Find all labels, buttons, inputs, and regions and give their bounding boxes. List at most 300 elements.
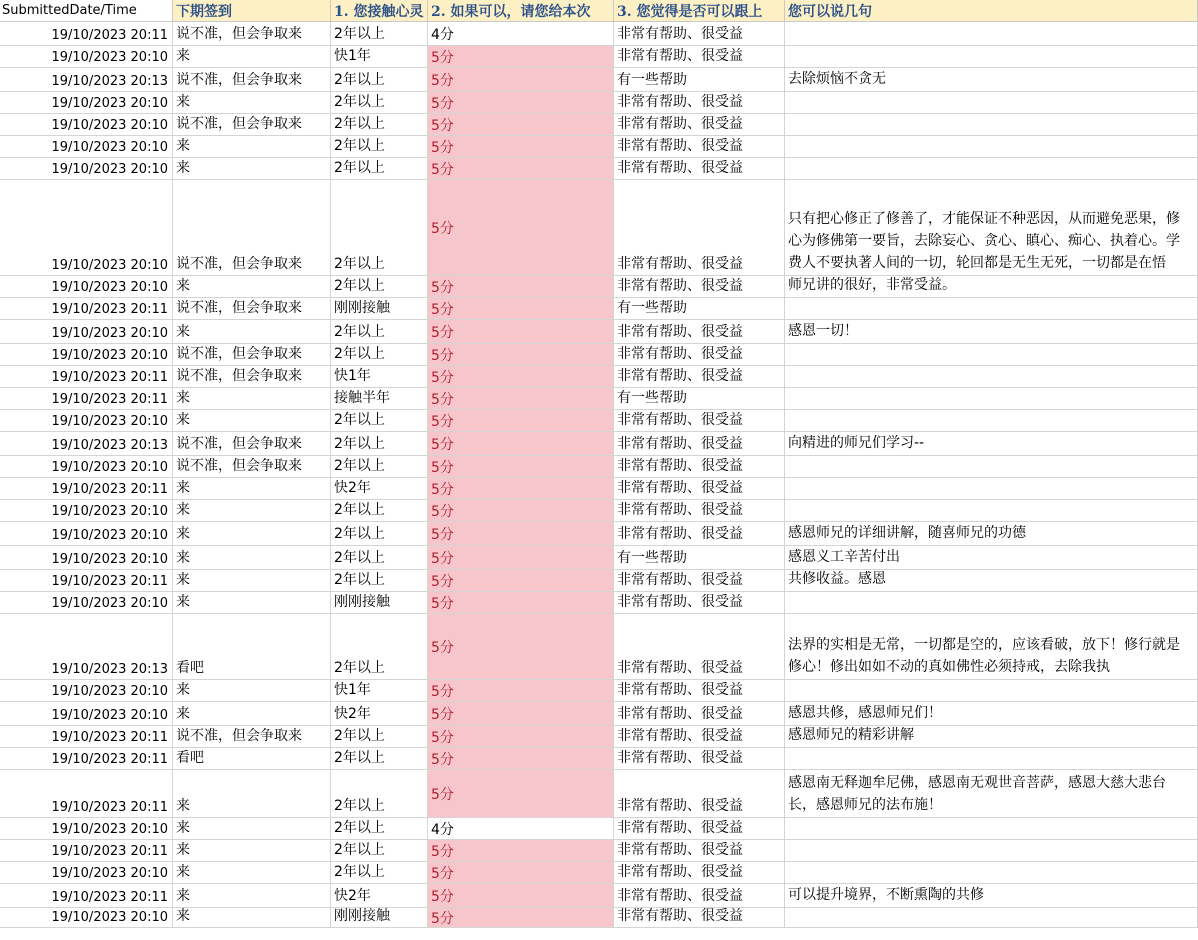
submitted-date-cell[interactable]	[0, 320, 173, 344]
submitted-date-cell[interactable]	[0, 592, 173, 614]
follow-cell-text: 有一些帮助	[617, 390, 687, 406]
follow-cell[interactable]	[614, 22, 785, 46]
attend-cell[interactable]	[173, 702, 331, 726]
comment-cell[interactable]	[785, 432, 1198, 456]
score-cell-text: 5分	[431, 550, 454, 567]
submitted-date-cell[interactable]	[0, 614, 173, 680]
submitted-date-cell-text: 19/10/2023 20:11	[51, 370, 168, 385]
attend-cell[interactable]	[173, 840, 331, 862]
score-cell[interactable]	[428, 818, 614, 840]
attend-cell[interactable]	[173, 344, 331, 366]
score-cell-text: 5分	[431, 459, 454, 476]
header-duration[interactable]: 1. 您接触心灵	[331, 0, 428, 22]
follow-cell-text: 非常有帮助、很受益	[617, 660, 743, 676]
follow-cell[interactable]	[614, 388, 785, 410]
follow-cell[interactable]	[614, 770, 785, 818]
submitted-date-cell[interactable]	[0, 410, 173, 432]
attend-cell-text: 来	[176, 502, 190, 518]
comment-cell[interactable]	[785, 522, 1198, 546]
duration-cell[interactable]	[331, 748, 428, 770]
duration-cell[interactable]	[331, 46, 428, 68]
score-cell-text: 5分	[431, 888, 454, 905]
attend-cell[interactable]	[173, 410, 331, 432]
duration-cell[interactable]	[331, 592, 428, 614]
score-cell[interactable]	[428, 614, 614, 680]
follow-cell-text: 有一些帮助	[617, 72, 687, 88]
follow-cell[interactable]	[614, 592, 785, 614]
comment-cell[interactable]	[785, 410, 1198, 432]
submitted-date-cell-text: 19/10/2023 20:10	[51, 504, 168, 519]
score-cell[interactable]	[428, 500, 614, 522]
follow-cell-text: 非常有帮助、很受益	[617, 888, 743, 904]
comment-cell[interactable]	[785, 388, 1198, 410]
comment-cell[interactable]	[785, 908, 1198, 928]
attend-cell[interactable]	[173, 862, 331, 884]
duration-cell[interactable]	[331, 818, 428, 840]
score-cell[interactable]	[428, 136, 614, 158]
follow-cell[interactable]	[614, 726, 785, 748]
follow-cell-text: 非常有帮助、很受益	[617, 820, 743, 836]
comment-cell[interactable]	[785, 46, 1198, 68]
duration-cell[interactable]	[331, 840, 428, 862]
follow-cell[interactable]	[614, 570, 785, 592]
attend-cell-text: 来	[176, 278, 190, 294]
comment-cell-text: 感恩师兄的详细讲解，随喜师兄的功德	[788, 525, 1026, 541]
header-comment[interactable]: 您可以说几句	[785, 0, 1198, 22]
submitted-date-cell-text: 19/10/2023 20:11	[51, 482, 168, 497]
attend-cell[interactable]	[173, 158, 331, 180]
duration-cell[interactable]	[331, 570, 428, 592]
score-cell[interactable]	[428, 840, 614, 862]
duration-cell[interactable]	[331, 320, 428, 344]
follow-cell[interactable]	[614, 46, 785, 68]
duration-cell[interactable]	[331, 276, 428, 298]
comment-cell[interactable]	[785, 276, 1198, 298]
attend-cell[interactable]	[173, 522, 331, 546]
submitted-date-cell[interactable]	[0, 818, 173, 840]
attend-cell[interactable]	[173, 592, 331, 614]
score-cell[interactable]	[428, 570, 614, 592]
submitted-date-cell-text: 19/10/2023 20:13	[51, 662, 168, 677]
attend-cell[interactable]	[173, 456, 331, 478]
submitted-date-cell[interactable]	[0, 344, 173, 366]
submitted-date-cell[interactable]	[0, 92, 173, 114]
score-cell[interactable]	[428, 748, 614, 770]
attend-cell[interactable]	[173, 298, 331, 320]
comment-cell-text: 感恩共修，感恩师兄们！	[788, 705, 942, 721]
duration-cell[interactable]	[331, 410, 428, 432]
attend-cell[interactable]	[173, 366, 331, 388]
attend-cell-text: 来	[176, 94, 190, 110]
score-cell[interactable]	[428, 320, 614, 344]
submitted-date-cell[interactable]	[0, 158, 173, 180]
comment-cell[interactable]	[785, 478, 1198, 500]
submitted-date-cell[interactable]	[0, 276, 173, 298]
score-cell[interactable]	[428, 344, 614, 366]
duration-cell[interactable]	[331, 522, 428, 546]
follow-cell[interactable]	[614, 818, 785, 840]
follow-cell[interactable]	[614, 522, 785, 546]
comment-cell[interactable]	[785, 320, 1198, 344]
duration-cell[interactable]	[331, 770, 428, 818]
score-cell-text: 4分	[431, 821, 454, 838]
submitted-date-cell[interactable]	[0, 478, 173, 500]
score-cell[interactable]	[428, 276, 614, 298]
submitted-date-cell[interactable]	[0, 366, 173, 388]
follow-cell-text: 非常有帮助、很受益	[617, 594, 743, 610]
follow-cell-text: 非常有帮助、很受益	[617, 706, 743, 722]
follow-cell-text: 非常有帮助、很受益	[617, 526, 743, 542]
follow-cell-text: 非常有帮助、很受益	[617, 94, 743, 110]
submitted-date-cell[interactable]	[0, 908, 173, 928]
submitted-date-cell[interactable]	[0, 136, 173, 158]
submitted-date-cell-text: 19/10/2023 20:11	[51, 890, 168, 905]
score-cell-text: 5分	[431, 595, 454, 612]
comment-cell[interactable]	[785, 702, 1198, 726]
submitted-date-cell[interactable]	[0, 46, 173, 68]
duration-cell-text: 快2年	[334, 480, 371, 496]
duration-cell[interactable]	[331, 180, 428, 276]
score-cell-text: 5分	[431, 139, 454, 156]
attend-cell[interactable]	[173, 884, 331, 908]
submitted-date-cell[interactable]	[0, 432, 173, 456]
attend-cell[interactable]	[173, 276, 331, 298]
comment-cell[interactable]	[785, 22, 1198, 46]
comment-cell[interactable]	[785, 114, 1198, 136]
score-cell[interactable]	[428, 22, 614, 46]
follow-cell-text: 非常有帮助、很受益	[617, 256, 743, 272]
duration-cell-text: 刚刚接触	[334, 908, 390, 924]
score-cell[interactable]	[428, 726, 614, 748]
duration-cell[interactable]	[331, 614, 428, 680]
score-cell[interactable]	[428, 366, 614, 388]
score-cell[interactable]	[428, 456, 614, 478]
duration-cell[interactable]	[331, 22, 428, 46]
follow-cell-text: 非常有帮助、很受益	[617, 572, 743, 588]
submitted-date-cell[interactable]	[0, 884, 173, 908]
header-follow[interactable]: 3. 您觉得是否可以跟上	[614, 0, 785, 22]
attend-cell[interactable]	[173, 726, 331, 748]
follow-cell[interactable]	[614, 136, 785, 158]
score-cell-text: 5分	[431, 391, 454, 408]
score-cell-text: 5分	[431, 72, 454, 89]
follow-cell[interactable]	[614, 432, 785, 456]
follow-cell-text: 有一些帮助	[617, 550, 687, 566]
submitted-date-cell-text: 19/10/2023 20:10	[51, 162, 168, 177]
submitted-date-cell-text: 19/10/2023 20:10	[51, 822, 168, 837]
duration-cell[interactable]	[331, 702, 428, 726]
submitted-date-cell[interactable]	[0, 500, 173, 522]
header-attend[interactable]: 下期签到	[173, 0, 331, 22]
submitted-date-cell[interactable]	[0, 388, 173, 410]
score-cell[interactable]	[428, 180, 614, 276]
follow-cell[interactable]	[614, 908, 785, 928]
duration-cell[interactable]	[331, 136, 428, 158]
duration-cell[interactable]	[331, 92, 428, 114]
submitted-date-cell[interactable]	[0, 522, 173, 546]
comment-cell[interactable]	[785, 726, 1198, 748]
comment-cell[interactable]	[785, 92, 1198, 114]
follow-cell-text: 非常有帮助、很受益	[617, 458, 743, 474]
score-cell-text: 5分	[431, 324, 454, 341]
follow-cell[interactable]	[614, 298, 785, 320]
duration-cell-text: 2年以上	[334, 820, 385, 836]
attend-cell[interactable]	[173, 908, 331, 928]
attend-cell[interactable]	[173, 432, 331, 456]
submitted-date-cell[interactable]	[0, 726, 173, 748]
score-cell[interactable]	[428, 592, 614, 614]
submitted-date-cell[interactable]	[0, 702, 173, 726]
duration-cell[interactable]	[331, 862, 428, 884]
follow-cell-text: 非常有帮助、很受益	[617, 278, 743, 294]
duration-cell[interactable]	[331, 432, 428, 456]
follow-cell-text: 非常有帮助、很受益	[617, 436, 743, 452]
submitted-date-cell[interactable]	[0, 680, 173, 702]
attend-cell-text: 看吧	[176, 660, 204, 676]
comment-cell-text: 感恩南无释迦牟尼佛，感恩南无观世音菩萨，感恩大慈大悲台长，感恩师兄的法布施！	[788, 775, 1166, 813]
duration-cell-text: 2年以上	[334, 436, 385, 452]
submitted-date-cell-text: 19/10/2023 20:11	[51, 392, 168, 407]
attend-cell-text: 说不准，但会争取来	[176, 368, 302, 384]
attend-cell[interactable]	[173, 478, 331, 500]
comment-cell[interactable]	[785, 748, 1198, 770]
score-cell[interactable]	[428, 432, 614, 456]
duration-cell-text: 快2年	[334, 706, 371, 722]
comment-cell[interactable]	[785, 180, 1198, 276]
score-cell[interactable]	[428, 908, 614, 928]
follow-cell[interactable]	[614, 546, 785, 570]
duration-cell[interactable]	[331, 366, 428, 388]
header-submitted-date[interactable]: SubmittedDate/Time	[0, 0, 173, 22]
score-cell[interactable]	[428, 702, 614, 726]
attend-cell-text: 来	[176, 480, 190, 496]
comment-cell[interactable]	[785, 570, 1198, 592]
comment-cell[interactable]	[785, 818, 1198, 840]
comment-cell[interactable]	[785, 366, 1198, 388]
follow-cell-text: 非常有帮助、很受益	[617, 864, 743, 880]
duration-cell[interactable]	[331, 908, 428, 928]
submitted-date-cell-text: 19/10/2023 20:13	[51, 74, 168, 89]
attend-cell-text: 看吧	[176, 750, 204, 766]
attend-cell[interactable]	[173, 114, 331, 136]
attend-cell[interactable]	[173, 818, 331, 840]
follow-cell[interactable]	[614, 702, 785, 726]
comment-cell-text: 只有把心修正了修善了，才能保证不种恶因，从而避免恶果，修心为修佛第一要旨，去除妄心、贪心、瞋心、痴心、执着心。学费人不要执著人间的一切，轮回都是无生无死，一切都是在悟	[788, 211, 1180, 271]
follow-cell[interactable]	[614, 68, 785, 92]
comment-cell[interactable]	[785, 884, 1198, 908]
comment-cell[interactable]	[785, 862, 1198, 884]
follow-cell[interactable]	[614, 366, 785, 388]
duration-cell-text: 2年以上	[334, 660, 385, 676]
score-cell[interactable]	[428, 884, 614, 908]
comment-cell[interactable]	[785, 500, 1198, 522]
duration-cell-text: 2年以上	[334, 750, 385, 766]
submitted-date-cell[interactable]	[0, 862, 173, 884]
submitted-date-cell[interactable]	[0, 456, 173, 478]
score-cell[interactable]	[428, 478, 614, 500]
score-cell-text: 5分	[431, 347, 454, 364]
comment-cell-text: 去除烦恼不贪无	[788, 71, 886, 87]
duration-cell-text: 2年以上	[334, 864, 385, 880]
attend-cell-text: 说不准，但会争取来	[176, 26, 302, 42]
submitted-date-cell[interactable]	[0, 180, 173, 276]
attend-cell[interactable]	[173, 500, 331, 522]
submitted-date-cell-text: 19/10/2023 20:10	[51, 552, 168, 567]
score-cell-text: 5分	[431, 573, 454, 590]
duration-cell-text: 2年以上	[334, 278, 385, 294]
score-cell[interactable]	[428, 410, 614, 432]
follow-cell-text: 有一些帮助	[617, 300, 687, 316]
attend-cell-text: 来	[176, 682, 190, 698]
submitted-date-cell[interactable]	[0, 570, 173, 592]
attend-cell[interactable]	[173, 748, 331, 770]
duration-cell[interactable]	[331, 388, 428, 410]
follow-cell[interactable]	[614, 614, 785, 680]
score-cell-text: 5分	[431, 49, 454, 66]
comment-cell[interactable]	[785, 344, 1198, 366]
attend-cell[interactable]	[173, 320, 331, 344]
score-cell[interactable]	[428, 68, 614, 92]
comment-cell[interactable]	[785, 546, 1198, 570]
score-cell[interactable]	[428, 114, 614, 136]
attend-cell[interactable]	[173, 68, 331, 92]
follow-cell[interactable]	[614, 884, 785, 908]
duration-cell-text: 2年以上	[334, 324, 385, 340]
attend-cell[interactable]	[173, 570, 331, 592]
attend-cell[interactable]	[173, 136, 331, 158]
submitted-date-cell[interactable]	[0, 298, 173, 320]
comment-cell[interactable]	[785, 298, 1198, 320]
submitted-date-cell-text: 19/10/2023 20:11	[51, 730, 168, 745]
attend-cell[interactable]	[173, 680, 331, 702]
score-cell[interactable]	[428, 158, 614, 180]
score-cell[interactable]	[428, 770, 614, 818]
follow-cell[interactable]	[614, 456, 785, 478]
duration-cell[interactable]	[331, 500, 428, 522]
score-cell[interactable]	[428, 862, 614, 884]
score-cell[interactable]	[428, 680, 614, 702]
follow-cell[interactable]	[614, 478, 785, 500]
duration-cell[interactable]	[331, 344, 428, 366]
attend-cell[interactable]	[173, 180, 331, 276]
submitted-date-cell-text: 19/10/2023 20:13	[51, 438, 168, 453]
attend-cell[interactable]	[173, 614, 331, 680]
follow-cell-text: 非常有帮助、很受益	[617, 798, 743, 814]
attend-cell[interactable]	[173, 546, 331, 570]
submitted-date-cell-text: 19/10/2023 20:10	[51, 684, 168, 699]
attend-cell[interactable]	[173, 770, 331, 818]
attend-cell[interactable]	[173, 388, 331, 410]
attend-cell[interactable]	[173, 22, 331, 46]
follow-cell[interactable]	[614, 276, 785, 298]
follow-cell[interactable]	[614, 180, 785, 276]
submitted-date-cell-text: 19/10/2023 20:10	[51, 866, 168, 881]
score-cell[interactable]	[428, 46, 614, 68]
submitted-date-cell[interactable]	[0, 770, 173, 818]
duration-cell[interactable]	[331, 158, 428, 180]
attend-cell-text: 来	[176, 706, 190, 722]
follow-cell[interactable]	[614, 500, 785, 522]
score-cell[interactable]	[428, 298, 614, 320]
comment-cell[interactable]	[785, 136, 1198, 158]
submitted-date-cell[interactable]	[0, 840, 173, 862]
comment-cell[interactable]	[785, 592, 1198, 614]
header-score[interactable]: 2. 如果可以，请您给本次	[428, 0, 614, 22]
comment-cell[interactable]	[785, 158, 1198, 180]
comment-cell-text: 法界的实相是无常，一切都是空的，应该看破，放下！修行就是修心！修出如如不动的真如佛性必须持戒，去除我执	[788, 637, 1180, 675]
score-cell[interactable]	[428, 546, 614, 570]
duration-cell[interactable]	[331, 68, 428, 92]
attend-cell[interactable]	[173, 92, 331, 114]
duration-cell-text: 快1年	[334, 368, 371, 384]
duration-cell[interactable]	[331, 456, 428, 478]
attend-cell-text: 来	[176, 48, 190, 64]
duration-cell[interactable]	[331, 546, 428, 570]
attend-cell-text: 来	[176, 390, 190, 406]
attend-cell-text: 来	[176, 864, 190, 880]
follow-cell[interactable]	[614, 862, 785, 884]
duration-cell[interactable]	[331, 680, 428, 702]
score-cell[interactable]	[428, 388, 614, 410]
duration-cell[interactable]	[331, 884, 428, 908]
comment-cell[interactable]	[785, 770, 1198, 818]
submitted-date-cell-text: 19/10/2023 20:10	[51, 414, 168, 429]
attend-cell-text: 来	[176, 324, 190, 340]
follow-cell[interactable]	[614, 158, 785, 180]
duration-cell-text: 2年以上	[334, 138, 385, 154]
follow-cell[interactable]	[614, 92, 785, 114]
follow-cell-text: 非常有帮助、很受益	[617, 502, 743, 518]
duration-cell[interactable]	[331, 478, 428, 500]
submitted-date-cell-text: 19/10/2023 20:10	[51, 596, 168, 611]
attend-cell-text: 来	[176, 908, 190, 924]
duration-cell-text: 快2年	[334, 888, 371, 904]
comment-cell[interactable]	[785, 614, 1198, 680]
score-cell[interactable]	[428, 522, 614, 546]
follow-cell[interactable]	[614, 410, 785, 432]
duration-cell-text: 2年以上	[334, 728, 385, 744]
score-cell[interactable]	[428, 92, 614, 114]
comment-cell-text: 向精进的师兄们学习--	[788, 435, 925, 451]
duration-cell[interactable]	[331, 114, 428, 136]
submitted-date-cell[interactable]	[0, 546, 173, 570]
score-cell-text: 5分	[431, 910, 454, 927]
comment-cell[interactable]	[785, 680, 1198, 702]
comment-cell-text: 感恩义工辛苦付出	[788, 549, 900, 565]
comment-cell[interactable]	[785, 68, 1198, 92]
submitted-date-cell[interactable]	[0, 22, 173, 46]
submitted-date-cell[interactable]	[0, 114, 173, 136]
follow-cell[interactable]	[614, 114, 785, 136]
follow-cell[interactable]	[614, 320, 785, 344]
submitted-date-cell[interactable]	[0, 748, 173, 770]
submitted-date-cell[interactable]	[0, 68, 173, 92]
comment-cell-text: 可以提升境界，不断熏陶的共修	[788, 887, 984, 903]
follow-cell[interactable]	[614, 840, 785, 862]
follow-cell[interactable]	[614, 748, 785, 770]
follow-cell-text: 非常有帮助、很受益	[617, 26, 743, 42]
follow-cell[interactable]	[614, 344, 785, 366]
duration-cell[interactable]	[331, 298, 428, 320]
follow-cell-text: 非常有帮助、很受益	[617, 138, 743, 154]
follow-cell[interactable]	[614, 680, 785, 702]
attend-cell[interactable]	[173, 46, 331, 68]
score-cell-text: 5分	[431, 95, 454, 112]
comment-cell[interactable]	[785, 456, 1198, 478]
duration-cell-text: 2年以上	[334, 160, 385, 176]
duration-cell[interactable]	[331, 726, 428, 748]
comment-cell[interactable]	[785, 840, 1198, 862]
